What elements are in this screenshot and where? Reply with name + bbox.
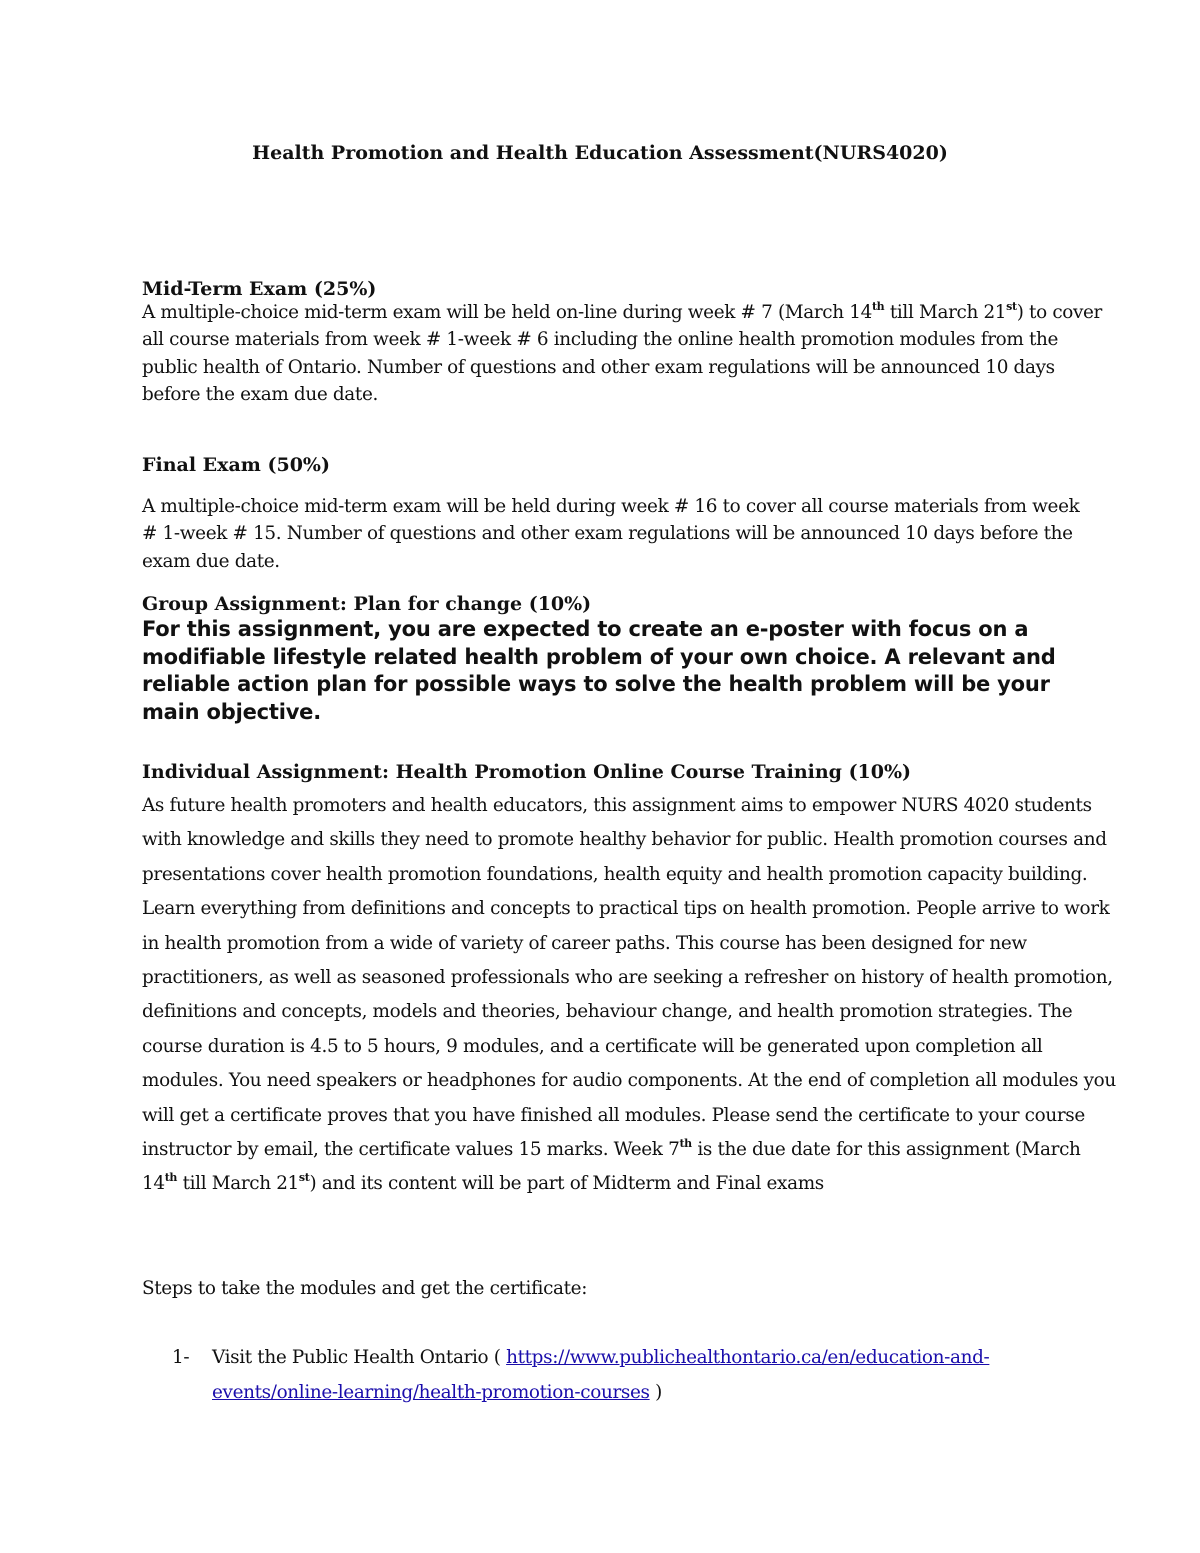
document-title: Health Promotion and Health Education Assessment(NURS4020) — [252, 142, 948, 164]
final-heading: Final Exam (50%) — [142, 454, 330, 476]
midterm-heading: Mid-Term Exam (25%) — [142, 278, 377, 300]
final-paragraph: A multiple-choice mid-term exam will be held during week # 16 to cover all course materials from week # 1-week # 15. Number of questions and other exam regulations will be announced 10 days before the exam due date. — [142, 496, 1080, 572]
group-heading: Group Assignment: Plan for change (10%) — [142, 593, 592, 615]
list-item-text: Visit the Public Health Ontario ( https://www.publichealthontario.ca/en/education-and-events/online-learning/health-promotion-courses ) — [212, 1347, 990, 1403]
steps-intro: Steps to take the modules and get the certificate: — [142, 1278, 588, 1299]
individual-heading: Individual Assignment: Health Promotion Online Course Training (10%) — [142, 761, 912, 783]
midterm-paragraph: A multiple-choice mid-term exam will be held on-line during week # 7 (March 14th till March 21st) to cover all course materials from week # 1-week # 6 including the online health promotion modules from the public health of Ontario. Number of questions and other exam regulations will be announced 10 days before the exam due date. — [142, 300, 1102, 405]
group-paragraph: For this assignment, you are expected to create an e-poster with focus on a modifiable lifestyle related health problem of your own choice. A relevant and reliable action plan for possible ways to solve the health problem will be your main objective. — [142, 617, 1056, 724]
individual-paragraph: As future health promoters and health educators, this assignment aims to empower NURS 4020 students with knowledge and skills they need to promote healthy behavior for public. Health promotion courses and presentations cover health promotion foundations, health equity and health promotion capacity building. Learn everything from definitions and concepts to practical tips on health promotion. People arrive to work in health promotion from a wide of variety of career paths. This course has been designed for new practitioners, as well as seasoned professionals who are seeking a refresher on history of health promotion, definitions and concepts, models and theories, behaviour change, and health promotion strategies. The course duration is 4.5 to 5 hours, 9 modules, and a certificate will be generated upon completion all modules. You need speakers or headphones for audio components. At the end of completion all modules you will get a certificate proves that you have finished all modules. Please send the certificate to your course instructor by email, the certificate values 15 marks. Week 7th is the due date for this assignment (March 14th till March 21st) and its content will be part of Midterm and Final exams — [142, 795, 1116, 1195]
list-number: 1- — [172, 1347, 190, 1368]
public-health-ontario-link[interactable]: https://www.publichealthontario.ca/en/education-and-events/online-learning/health-promotion-courses — [212, 1347, 990, 1403]
